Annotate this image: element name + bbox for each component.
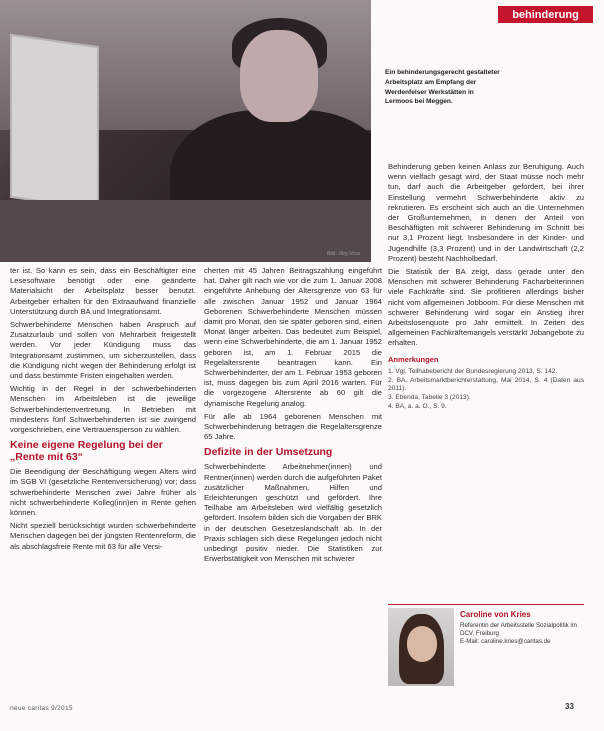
author-photo bbox=[388, 608, 454, 686]
photo-desk bbox=[0, 200, 371, 262]
photo-caption: Ein behinderungsgerecht gestalteter Arbeitsplatz am Empfang der Werdenfelser Werkstätten in Lermoos bei Meggen. bbox=[385, 69, 500, 106]
article-column-3 bbox=[388, 162, 584, 412]
section-tab: behinderung bbox=[498, 6, 593, 23]
paragraph: Behinderung geben keinen Anlass zur Beruhigung. Auch wenn vielfach gesagt wird, der Staat müsse noch mehr tun, darf auch die Arbeitgeber gefordert, bei ihrer Einstellung vermehrt Schwerbehinderte aktiv zu rekrutieren. Es erscheint sich auch an die Unternehmen der Großunternehmen, in denen der Anteil von Beschäftigten mit schwerer Behinderung im Schnitt bei nur 3,1 Prozent liegt. Insbesondere in der Kinder- und Jugendhilfe (3,3 Prozent) und in der Landwirtschaft (2,2 Prozent) besteht Nachholbedarf. bbox=[388, 162, 584, 263]
author-name: Caroline von Kries bbox=[460, 610, 531, 619]
author-bio: Referentin der Arbeitsstelle Sozialpolitik im DCV, Freiburg E-Mail: caroline.kries@caritas.de bbox=[460, 622, 577, 646]
paragraph: cherten mit 45 Jahren Beitragszahlung eingeführt hat. Daher gilt nach wie vor die zum 1. Januar 2008 eingeführte Anhebung der Altersgrenze von 63 für alle zwischen Januar 1952 und Januar 1964 Geborenen Schwerbehinderte Menschen müssen damit pro Monat, den sie später geboren sind, einen Monat länger arbeiten. Das bedeutet zum Beispiel, wenn eine Schwerbehinderte, die am 1. Januar 1952 geboren ist, am 1. Februar 2015 die Regelaltersrente beantragen kann. Ein Schwerbehinderter, der am 1. Februar 1953 geboren ist, muss dagegen bis zum April 2016 warten. Für die vorgezogene Altersrente ab 60 gilt die dynamische Regelung analog. bbox=[204, 266, 382, 408]
note-item: 4. BA, a. a. O., S. 9. bbox=[388, 403, 447, 411]
paragraph: Schwerbehinderte Menschen haben Anspruch auf Zusatzurlaub und sollen von Mehrarbeit freigestellt werden. Vor jeder Kündigung muss das Integrationsamt zustimmen, um sicherzustellen, dass die Kündigung nicht wegen der Behinderung erfolgt ist und dass bestimmte Fristen eingehalten werden. bbox=[10, 320, 196, 381]
author-face bbox=[407, 626, 437, 662]
footer-magazine: neue caritas 9/2015 bbox=[10, 705, 73, 712]
page-number: 33 bbox=[565, 702, 574, 711]
paragraph: Für alle ab 1964 geborenen Menschen mit Schwerbehinderung betragen die Regelaltersgrenze 65 Jahre. bbox=[204, 411, 382, 442]
note-item: 2. BA, Arbeitsmarktberichterstattung, Mai 2014, S. 4 (Daten aus 2011). bbox=[388, 376, 584, 393]
notes-heading: Anmerkungen bbox=[388, 354, 439, 364]
paragraph: Wichtig in der Regel in der schwerbehinderten Menschen im Arbeitsleben ist die jeweilige Schwerbehindertenvertretung. In Betrieben mit mindestens fünf Schwerbehinderten ist sie zwingend vorgeschrieben, eine Vertrauensperson zu wählen. bbox=[10, 384, 196, 435]
note-item: 3. Ebenda, Tabelle 3 (2013). bbox=[388, 394, 471, 402]
note-item: 1. Vgl. Teilhabebericht der Bundesregierung 2013, S. 142. bbox=[388, 367, 558, 375]
photo-person-head bbox=[240, 30, 318, 122]
paragraph: Nicht speziell berücksichtigt wurden schwerbehinderte Menschen dagegen bei der jüngsten Rentenreform, die als abschlagsfreie Rente mit 63 für alle Versi- bbox=[10, 521, 196, 551]
section-heading: Keine eigene Regelung bei der „Rente mit 63“ bbox=[10, 439, 163, 464]
section-heading: Defizite in der Umsetzung bbox=[204, 446, 333, 459]
paragraph: Die Statistik der BA zeigt, dass gerade unter den Menschen mit schwerer Behinderung Facharbeiterinnen viele Fachkräfte sind. Sie profitieren allerdings bisher nicht vom allgemeinen Jobboom. Für diese Menschen mit schwerer Behinderung wird sogar ein Anstieg ihrer Arbeitslosenquote pro Jahr ermittelt. In Zeiten des allgemeinen Fachkräftemangels verstärkt Jobangebote zu erhalten. bbox=[388, 267, 584, 348]
photo-credit: Bild: Jörg Voss bbox=[327, 251, 361, 257]
author-divider bbox=[388, 604, 584, 605]
article-column-1 bbox=[10, 266, 196, 555]
photo-monitor bbox=[10, 34, 99, 211]
paragraph: Die Beendigung der Beschäftigung wegen Alters wird im SGB VI (gesetzliche Rentenversicherung) vor; dass schwerbehinderte Menschen zwei Jahre früher als nicht schwerbehinderte Kolleg(inn)en in Rente gehen können. bbox=[10, 467, 196, 518]
author-box bbox=[388, 608, 584, 686]
workplace-photo bbox=[0, 0, 371, 262]
paragraph: ter ist. So kann es sein, dass ein Beschäftigter eine Lesesoftware benötigt oder eine geänderte Materialsicht der Arbeitsplatz besser benutzt. Arbeitgeber erhalten für den Extraaufwand finanzielle Unterstützung durch BA und Integrationsamt. bbox=[10, 266, 196, 316]
paragraph: Schwerbehinderte Arbeitnehmer(innen) und Rentner(innen) werden durch die aufgeführten Paket zusätzlicher Maßnahmen, Hilfen und Erleichterungen geschützt und gefördert. Ihre Teilhabe am Arbeitsleben wird vielfältig gesetzlich gefördert. Insofern bilden sich die Vorgaben der BRK in der deutschen Gesetzeslandschaft ab. In der Praxis schlagen sich diese Regelungen jedoch nicht unbedingt positiv nieder. Die Statistiken zur Erwerbstätigkeit von Menschen mit schwerer bbox=[204, 462, 382, 564]
notes-list bbox=[388, 368, 584, 412]
article-column-2 bbox=[204, 266, 382, 567]
